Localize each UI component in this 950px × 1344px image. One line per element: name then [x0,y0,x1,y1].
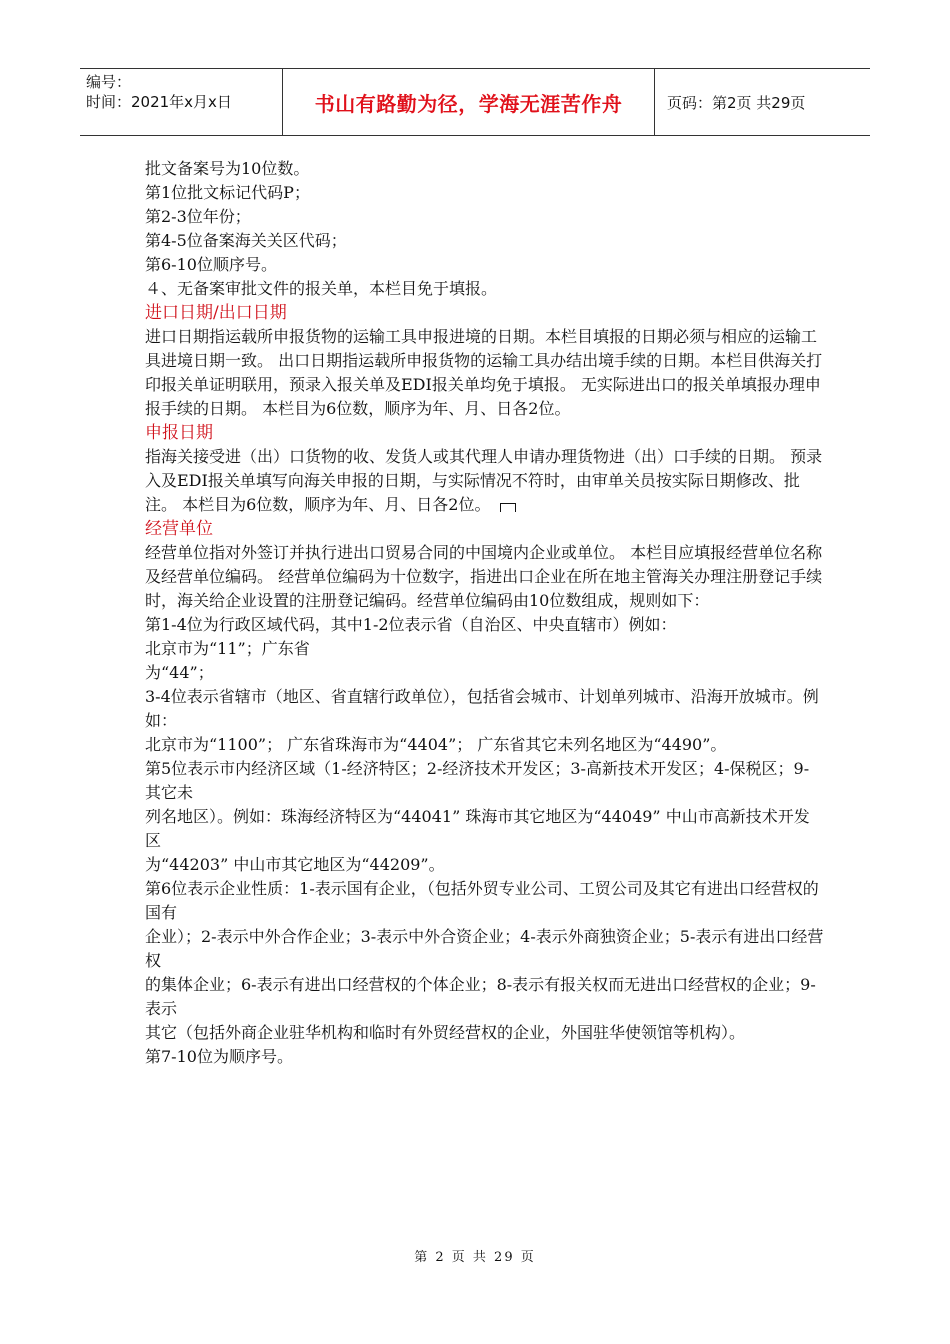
paragraph: 第7-10位为顺序号。 [145,1047,293,1066]
paragraph: 为“44”； [145,663,214,682]
page-header [80,68,870,136]
paragraph: 列名地区）。例如：珠海经济特区为“44041” 珠海市其它地区为“44049” 中山市高新技术开发区 [145,807,810,850]
paragraph: 企业）；2-表示中外合作企业；3-表示中外合资企业；4-表示外商独资企业；5-表示有进出口经营权 [145,927,824,970]
paragraph [145,445,825,517]
page-footer: 第 2 页 共 29 页 [414,1250,536,1265]
document-body [145,157,825,1069]
paragraph: 第6位表示企业性质：1-表示国有企业，（包括外贸专业公司、工贸公司及其它有进出口经营权的国有 [145,879,819,922]
document-date: 时间：2021年x月x日 [86,93,232,111]
paragraph: 第6-10位顺序号。 [145,255,277,274]
document-number-label: 编号： [86,73,132,91]
paragraph: 3-4位表示省辖市（地区、省直辖行政单位），包括省会城市、计划单列城市、沿海开放城市。例如： [145,687,819,730]
bracket-mark-icon [500,503,516,512]
paragraph: 第1位批文标记代码P； [145,183,310,202]
paragraph: 批文备案号为10位数。 [145,159,310,178]
paragraph-text: 指海关接受进（出）口货物的收、发货人或其代理人申请办理货物进（出）口手续的日期。 预录入及EDI报关单填写向海关申报的日期，与实际情况不符时，由审单关员按实际日期修改、批注。 本栏目为6位数，顺序为年、月、日各2位。 [145,447,823,514]
paragraph: ４、无备案审批文件的报关单，本栏目免于填报。 [145,279,498,298]
header-meta [80,69,283,135]
section-heading: 经营单位 [145,519,213,539]
paragraph: 第5位表示市内经济区域（1-经济特区；2-经济技术开发区；3-高新技术开发区；4-保税区；9-其它未 [145,759,810,802]
section-heading: 进口日期/出口日期 [145,303,287,323]
paragraph: 进口日期指运载所申报货物的运输工具申报进境的日期。本栏目填报的日期必须与相应的运输工具进境日期一致。 出口日期指运载所申报货物的运输工具办结出境手续的日期。本栏目供海关打印报关单证明联用，预录入报关单及EDI报关单均免于填报。 无实际进出口的报关单填报办理申报手续的日期。 本栏目为6位数，顺序为年、月、日各2位。 [145,327,823,418]
paragraph: 第1-4位为行政区域代码，其中1-2位表示省（自治区、中央直辖市）例如： [145,615,677,634]
paragraph: 北京市为“11”；广东省 [145,639,310,658]
paragraph: 经营单位指对外签订并执行进出口贸易合同的中国境内企业或单位。 本栏目应填报经营单位名称及经营单位编码。 经营单位编码为十位数字，指进出口企业在所在地主管海关办理注册登记手续时，海关给企业设置的注册登记编码。经营单位编码由10位数组成，规则如下： [145,543,823,610]
header-motto: 书山有路勤为径，学海无涯苦作舟 [283,69,655,135]
paragraph: 北京市为“1100”； 广东省珠海市为“4404”； 广东省其它未列名地区为“4490”。 [145,735,727,754]
section-heading: 申报日期 [145,423,213,443]
paragraph: 其它（包括外商企业驻华机构和临时有外贸经营权的企业，外国驻华使领馆等机构）。 [145,1023,746,1042]
paragraph: 第2-3位年份； [145,207,251,226]
paragraph: 第4-5位备案海关关区代码； [145,231,347,250]
header-page-info: 页码：第2页 共29页 [667,93,806,112]
paragraph: 的集体企业；6-表示有进出口经营权的个体企业；8-表示有报关权而无进出口经营权的企业；9-表示 [145,975,816,1018]
paragraph: 为“44203” 中山市其它地区为“44209”。 [145,855,445,874]
